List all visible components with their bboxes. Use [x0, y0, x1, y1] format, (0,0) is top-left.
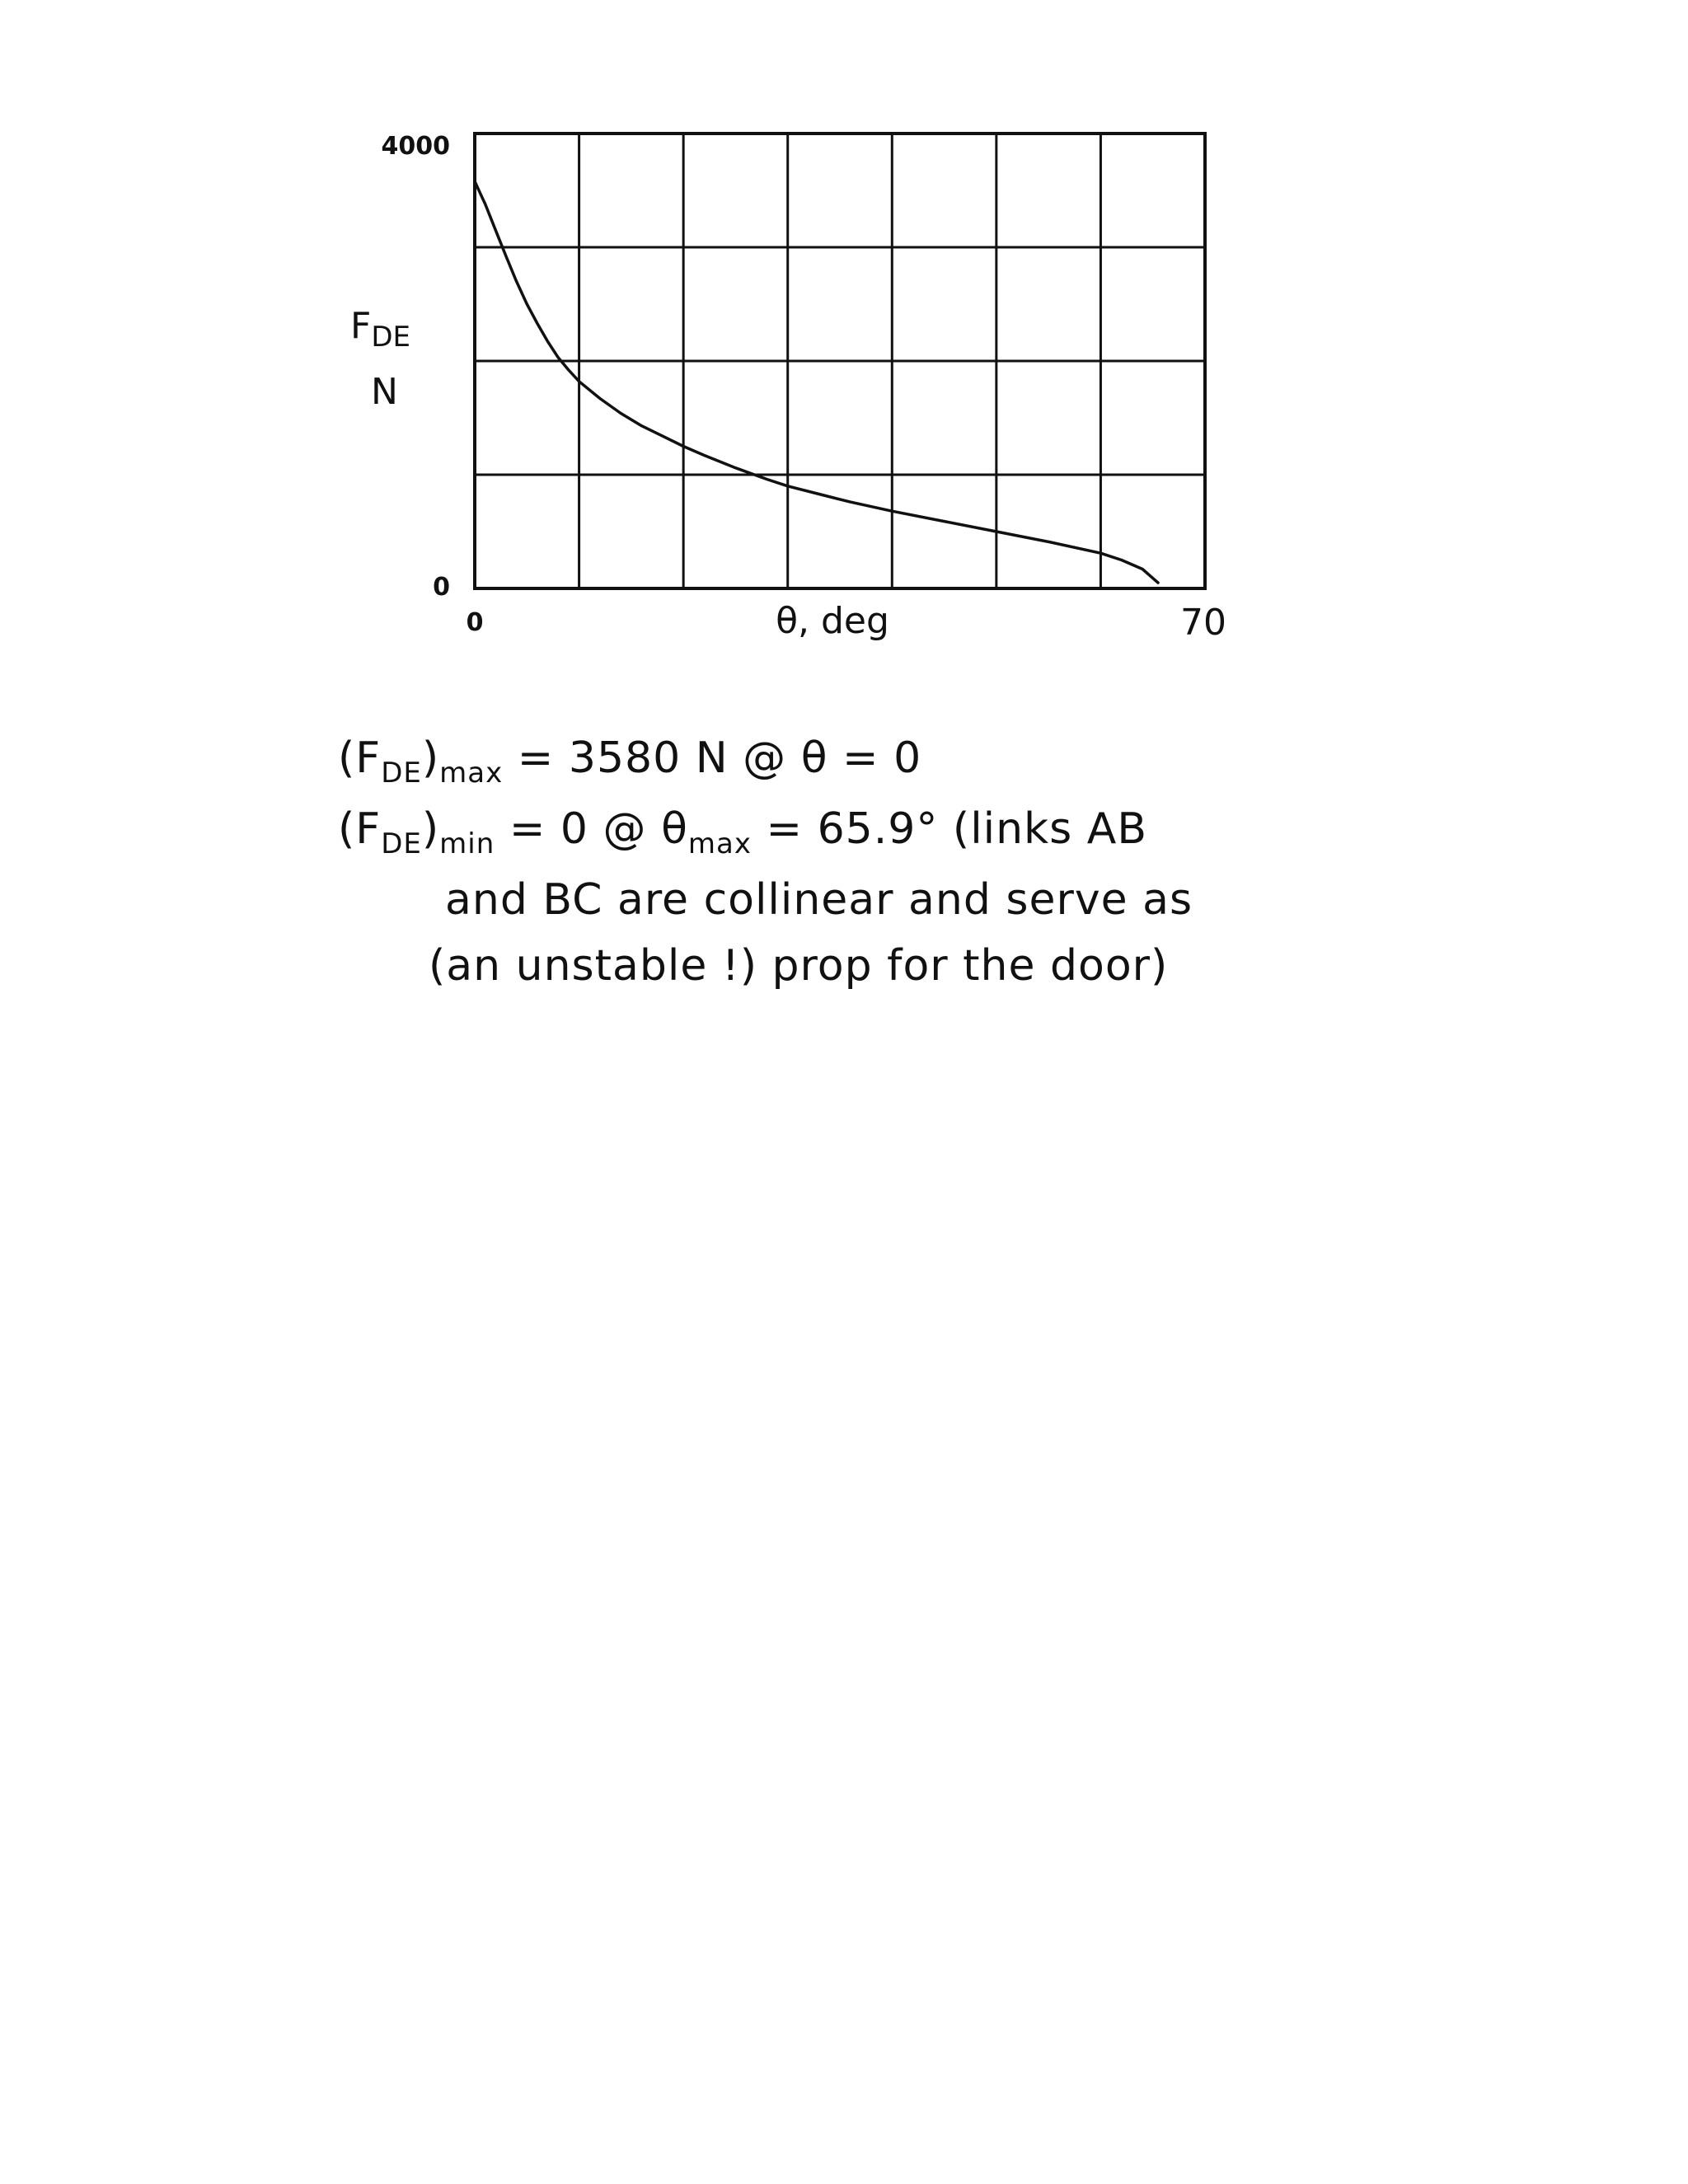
- note-line-max: [338, 725, 1294, 796]
- note-min-close: ): [421, 804, 440, 854]
- note-max-sub2: max: [439, 757, 504, 790]
- note-min-sub2: min: [439, 827, 495, 860]
- note-min-rest: = 65.9° (links AB: [751, 804, 1148, 854]
- y-axis-label-symbol: F: [350, 305, 372, 347]
- y-axis-unit: N: [371, 371, 398, 413]
- y-axis-label: [350, 305, 410, 413]
- note-min-open: (F: [338, 804, 382, 854]
- note-line-min: [338, 796, 1294, 867]
- y-tick-label-0: 0: [433, 573, 450, 602]
- x-tick-label-70: 70: [1180, 602, 1226, 644]
- x-tick-label-0: 0: [466, 608, 484, 637]
- x-axis-label: θ, deg: [776, 600, 889, 642]
- note-min-sub3: max: [687, 827, 752, 860]
- result-notes: [338, 725, 1294, 999]
- note-line-4: (an unstable !) prop for the door): [429, 941, 1169, 991]
- svg-text:FDE: [350, 305, 410, 354]
- chart-series-layer: [475, 181, 1158, 583]
- note-min-sub: DE: [381, 827, 422, 860]
- note-max-close: ): [421, 733, 440, 783]
- y-tick-label-4000: 4000: [381, 132, 450, 161]
- chart-grid: [475, 134, 1205, 588]
- note-max-sub: DE: [381, 757, 422, 790]
- note-min-mid: = 0 @ θ: [495, 804, 688, 854]
- series-line-0: [475, 181, 1158, 583]
- y-axis-label-subscript: DE: [371, 321, 410, 354]
- note-max-rest: = 3580 N @ θ = 0: [503, 733, 922, 783]
- note-max-open: (F: [338, 733, 382, 783]
- note-line-3: and BC are collinear and serve as: [445, 875, 1193, 925]
